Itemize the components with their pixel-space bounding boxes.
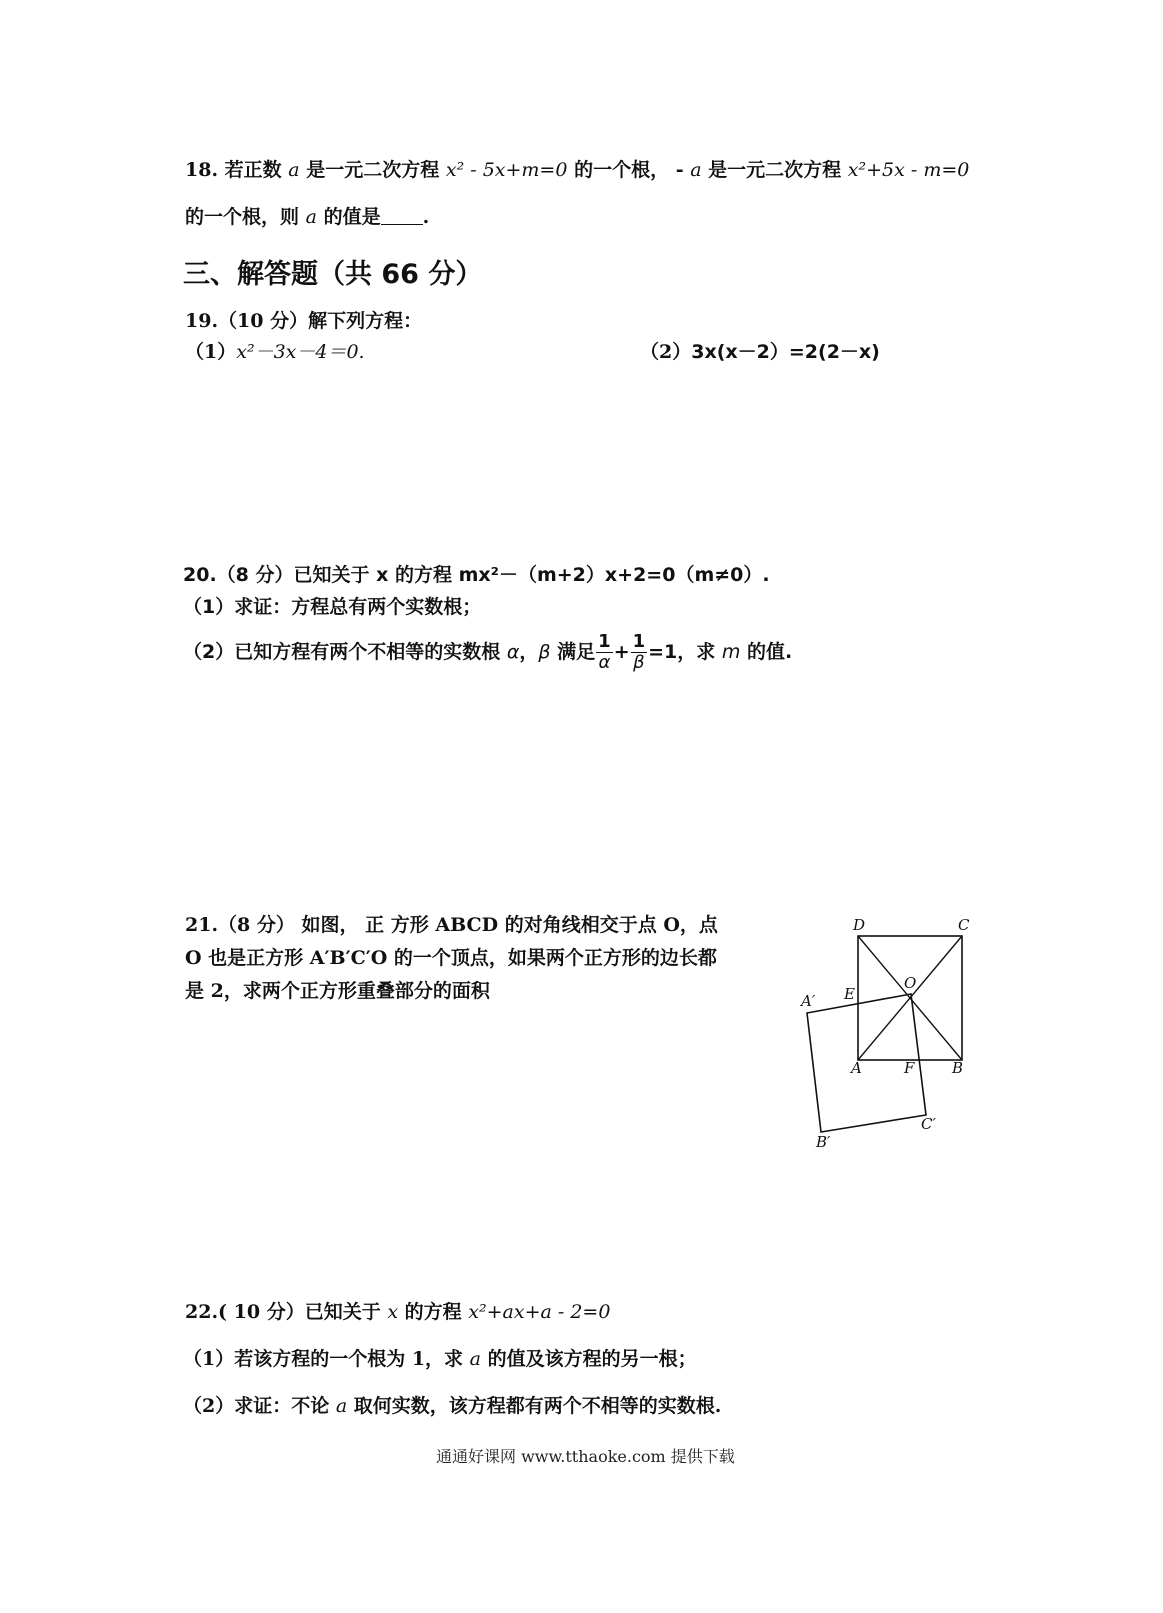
q22-part-2	[183, 1392, 721, 1420]
q20-text: 的值.	[740, 641, 793, 663]
q20-part-1: （1）求证：方程总有两个实数根；	[183, 596, 482, 618]
q22-var-a: a	[335, 1395, 348, 1417]
fraction-denominator: α	[598, 652, 611, 673]
label-a: A	[851, 1059, 862, 1077]
q21-line-2: O 也是正方形 A′B′C′O 的一个顶点，如果两个正方形的边长都	[185, 947, 717, 969]
q19-part-1	[185, 338, 365, 366]
fraction-numerator: 1	[598, 631, 611, 652]
q18-text: 是一元二次方程	[299, 159, 446, 181]
q22-text: 的值及该方程的另一根；	[481, 1348, 697, 1370]
q18-text: 是一元二次方程	[701, 159, 848, 181]
q19-part-2	[640, 338, 880, 366]
q22-text: 22.( 10 分）已知关于	[185, 1301, 388, 1323]
q21-line-1: 21.（8 分） 如图， 正 方形 ABCD 的对角线相交于点 O，点	[185, 914, 718, 936]
q20-text: =1，求	[648, 641, 722, 663]
fraction-one-over-alpha	[596, 632, 613, 673]
q18-text: 的值是	[316, 206, 381, 228]
fraction-one-over-beta	[631, 632, 648, 673]
q18-var-a: a	[690, 159, 702, 181]
q18-text: -	[669, 159, 691, 181]
label-c-prime: C′	[921, 1115, 936, 1133]
q20-text: 满足	[550, 641, 596, 663]
plus-sign: +	[613, 641, 630, 663]
label-c: C	[958, 916, 970, 934]
q20-beta: β	[538, 641, 551, 663]
q22-var-a: a	[469, 1348, 481, 1370]
q21-line-3: 是 2，求两个正方形重叠部分的面积	[185, 980, 490, 1002]
q22-part-1	[183, 1345, 697, 1373]
label-d: D	[853, 916, 866, 934]
q22-text: 的方程	[398, 1301, 469, 1323]
label-a-prime: A′	[801, 992, 816, 1010]
q19-part-1-equation: x²－3x－4＝0.	[236, 341, 365, 363]
label-b-prime: B′	[816, 1133, 831, 1151]
label-e: E	[844, 985, 855, 1003]
q20-title: 20.（8 分）已知关于 x 的方程 mx²－（m+2）x+2=0（m≠0）.	[183, 564, 770, 586]
q22-equation: x²+ax+a - 2=0	[468, 1301, 611, 1323]
section-heading: 三、解答题（共 66 分）	[183, 259, 483, 290]
q18-text: 18. 若正数	[185, 159, 289, 181]
q18-var-a: a	[305, 206, 317, 228]
q18-equation-2: x²+5x - m=0	[847, 159, 970, 181]
label-b: B	[952, 1059, 964, 1077]
fraction-denominator: β	[633, 652, 645, 673]
q18-line-2	[185, 203, 429, 231]
q18-line-1	[185, 156, 969, 184]
label-f: F	[904, 1059, 915, 1077]
fraction-numerator: 1	[632, 631, 646, 652]
q18-text: 的一个根，则	[185, 206, 306, 228]
q19-part-2-equation: 3x(x－2）=2(2－x)	[691, 341, 880, 363]
q19-part-1-label: （1）	[185, 341, 237, 363]
q22-text: 取何实数，该方程都有两个不相等的实数根.	[347, 1395, 722, 1417]
q18-text: .	[422, 206, 430, 228]
geometry-figure	[795, 910, 995, 1155]
q22-text: （2）求证：不论	[183, 1395, 336, 1417]
q18-var-a: a	[288, 159, 300, 181]
answer-blank	[381, 206, 423, 225]
q19-title: 19.（10 分）解下列方程：	[185, 310, 423, 332]
q19-part-2-label: （2）	[640, 341, 692, 363]
q22-title	[185, 1298, 610, 1326]
q20-text: （2）已知方程有两个不相等的实数根	[183, 641, 507, 663]
page-footer: 通通好课网 www.tthaoke.com 提供下载	[436, 1447, 735, 1466]
q20-part-2	[183, 630, 792, 674]
q20-text: ，	[519, 641, 539, 663]
q18-text: 的一个根，	[567, 159, 670, 181]
q20-alpha: α	[506, 641, 520, 663]
q22-var-x: x	[387, 1301, 399, 1323]
label-o: O	[904, 974, 917, 992]
q18-equation-1: x² - 5x+m=0	[445, 159, 568, 181]
q22-text: （1）若该方程的一个根为 1，求	[183, 1348, 470, 1370]
q20-var-m: m	[721, 641, 741, 663]
